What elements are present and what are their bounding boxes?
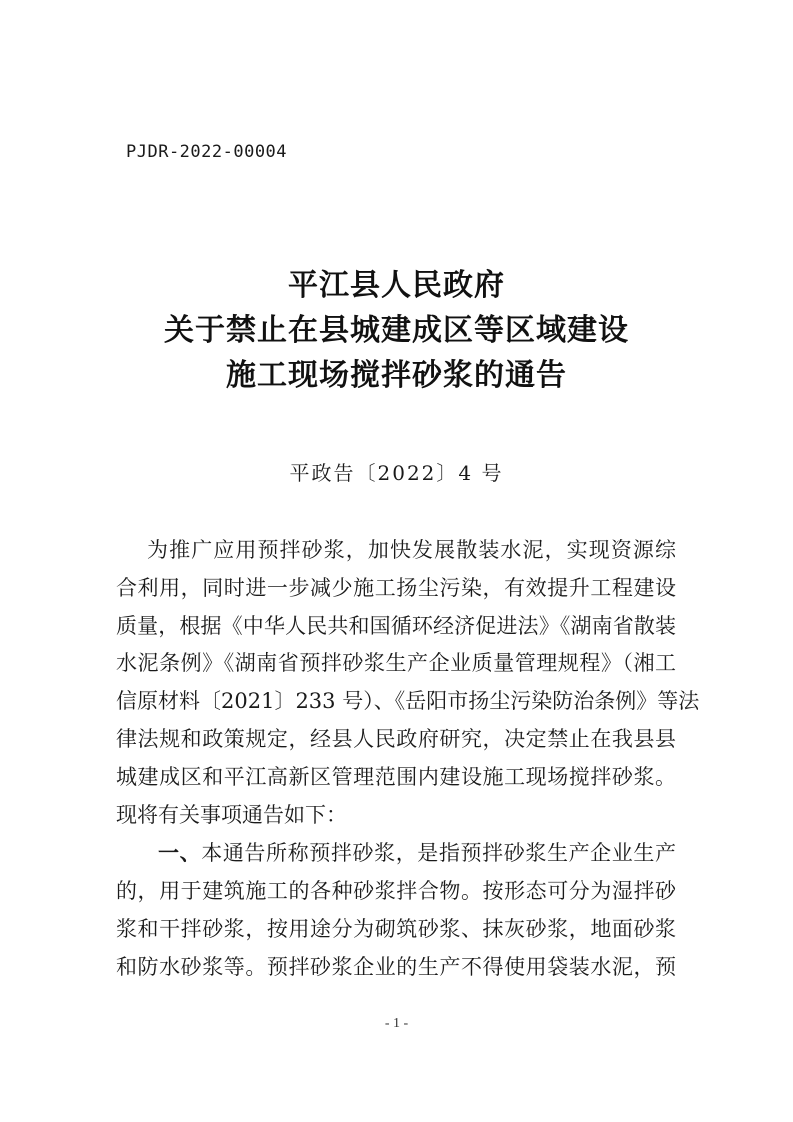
paragraph-2-first-text: 本通告所称预拌砂浆，是指预拌砂浆生产企业生产 [201,841,676,866]
paragraph-2-line-1 [116,834,676,873]
document-code: PJDR-2022-00004 [126,142,288,162]
paragraph-1-line-3: 质量，根据《中华人民共和国循环经济促进法》《湖南省散装 [116,613,676,638]
paragraph-1-line-6: 律法规和政策规定，经县人民政府研究，决定禁止在我县县 [116,726,676,751]
document-number: 平政告〔2022〕4 号 [289,461,504,485]
paragraph-1-line-8: 现将有关事项通告如下： [116,802,347,827]
paragraph-1-line-4: 水泥条例》《湖南省预拌砂浆生产企业质量管理规程》（湘工 [116,651,676,676]
document-title [0,263,793,398]
paragraph-1-line-7: 城建成区和平江高新区管理范围内建设施工现场搅拌砂浆。 [116,764,676,789]
paragraph-1-line-2: 合利用，同时进一步减少施工扬尘污染，有效提升工程建设 [116,575,676,600]
title-line-3: 施工现场搅拌砂浆的通告 [226,358,567,393]
section-number: 一、 [158,840,202,866]
paragraph-2-line-2: 的，用于建筑施工的各种砂浆拌合物。按形态可分为湿拌砂 [116,879,676,904]
document-body [116,532,700,987]
paragraph-2-line-4: 和防水砂浆等。预拌砂浆企业的生产不得使用袋装水泥，预 [116,954,676,979]
title-line-2: 关于禁止在县城建成区等区域建设 [164,313,629,348]
page-number: - 1 - [384,1016,409,1031]
title-line-1: 平江县人民政府 [288,268,505,303]
paragraph-1-line-5: 信原材料〔2021〕233 号）、《岳阳市扬尘污染防治条例》等法 [116,689,700,714]
paragraph-2-line-3: 浆和干拌砂浆，按用途分为砌筑砂浆、抹灰砂浆，地面砂浆 [116,916,676,941]
paragraph-1-line-1: 为推广应用预拌砂浆，加快发展散装水泥，实现资源综 [116,538,676,562]
